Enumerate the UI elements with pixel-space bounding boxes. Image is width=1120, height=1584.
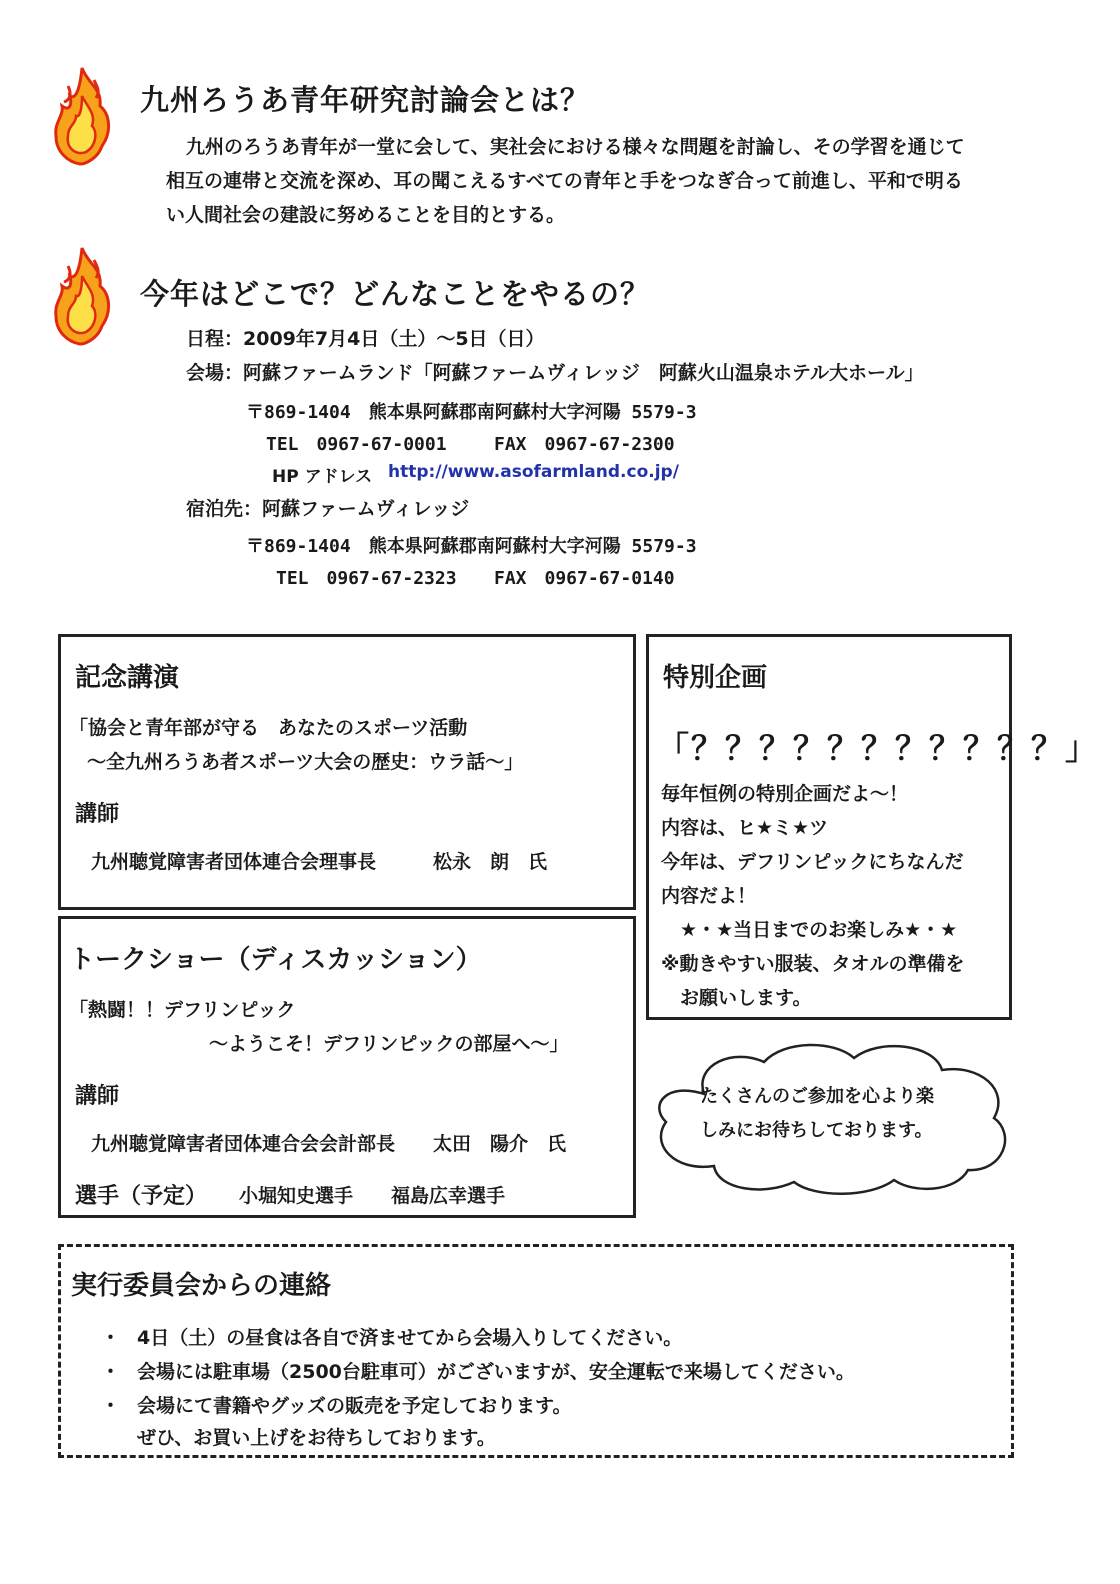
lecture-lecturer-label: 講師 (75, 802, 120, 827)
flame-icon (50, 246, 114, 346)
lecture-title: 記念講演 (75, 663, 180, 693)
lecture-box (58, 634, 636, 910)
venue-tel: TEL 0967-67-0001 (266, 434, 447, 455)
special-title: 特別企画 (663, 663, 768, 693)
lodging: 宿泊先：阿蘇ファームヴィレッジ (186, 498, 470, 520)
notice-item-1: 4日（土）の昼食は各自で済ませてから会場入りしてください。 (137, 1327, 683, 1349)
hp-label: HP アドレス (272, 467, 373, 487)
about-line-2: 相互の連帯と交流を深め、耳の聞こえるすべての青年と手をつなぎ合って前進し、平和で明る (166, 170, 963, 192)
talkshow-players: 小堀知史選手 福島広幸選手 (239, 1185, 506, 1207)
event-schedule: 日程：2009年7月4日（土）～5日（日） (186, 328, 545, 350)
hp-url-link[interactable]: http://www.asofarmland.co.jp/ (388, 462, 679, 482)
talkshow-players-label: 選手（予定） (75, 1184, 208, 1209)
about-line-1: 九州のろうあ青年が一堂に会して、実社会における様々な問題を討論し、その学習を通じて (186, 136, 965, 158)
notice-bullet: ・ (101, 1361, 121, 1383)
cloud-line-1: たくさんのご参加を心より楽 (700, 1086, 934, 1107)
lodging-tel: TEL 0967-67-2323 (276, 568, 457, 589)
cloud-line-2: しみにお待ちしております。 (700, 1120, 933, 1141)
special-line-7: お願いします。 (661, 987, 812, 1009)
notice-bullet: ・ (101, 1327, 121, 1349)
section-heading-about: 九州ろうあ青年研究討論会とは？ (140, 83, 591, 117)
talkshow-lecturer-label: 講師 (75, 1084, 120, 1109)
special-line-1: 毎年恒例の特別企画だよ～！ (661, 783, 909, 805)
special-line-5: ★・★当日までのお楽しみ★・★ (661, 919, 958, 941)
lecture-lecturer: 九州聴覚障害者団体連合会理事長 松永 朗 氏 (91, 851, 548, 873)
venue-address: 〒869-1404 熊本県阿蘇郡南阿蘇村大字河陽 5579-3 (246, 402, 697, 423)
special-line-6: ※動きやすい服装、タオルの準備を (661, 953, 965, 975)
special-line-2: 内容は、ヒ★ミ★ツ (661, 817, 829, 839)
lodging-address: 〒869-1404 熊本県阿蘇郡南阿蘇村大字河陽 5579-3 (246, 536, 697, 557)
notice-item-2: 会場には駐車場（2500台駐車可）がございますが、安全運転で来場してください。 (137, 1361, 855, 1383)
talkshow-topic-line-1: 「熱闘！！デフリンピック (69, 999, 296, 1021)
about-line-3: い人間社会の建設に努めることを目的とする。 (166, 204, 566, 226)
talkshow-topic-line-2: ～ようこそ！デフリンピックの部屋へ～」 (209, 1033, 569, 1055)
notice-item-3-cont: ぜひ、お買い上げをお待ちしております。 (137, 1427, 496, 1449)
about-description (166, 130, 1046, 232)
special-line-3: 今年は、デフリンピックにちなんだ (661, 851, 964, 873)
lecture-topic-line-1: 「協会と青年部が守る あなたのスポーツ活動 (69, 717, 468, 739)
talkshow-box (58, 916, 636, 1218)
lecture-topic-line-2: ～全九州ろうあ者スポーツ大会の歴史：ウラ話～」 (87, 751, 524, 773)
section-heading-event: 今年はどこで？どんなことをやるの？ (140, 277, 651, 311)
lodging-fax: FAX 0967-67-0140 (494, 568, 675, 589)
special-mystery: 「？？？？？？？？？？？」 (657, 729, 1100, 767)
talkshow-lecturer: 九州聴覚障害者団体連合会会計部長 太田 陽介 氏 (91, 1133, 567, 1155)
special-line-4: 内容だよ！ (661, 885, 757, 907)
notice-title: 実行委員会からの連絡 (71, 1271, 332, 1301)
event-venue: 会場：阿蘇ファームランド「阿蘇ファームヴィレッジ 阿蘇火山温泉ホテル大ホール」 (186, 362, 924, 384)
special-box (646, 634, 1100, 1020)
flame-icon (50, 66, 114, 166)
notice-item-3: 会場にて書籍やグッズの販売を予定しております。 (137, 1395, 572, 1417)
notice-box (58, 1244, 1014, 1458)
venue-fax: FAX 0967-67-2300 (494, 434, 675, 455)
notice-bullet: ・ (101, 1395, 121, 1417)
talkshow-title: トークショー（ディスカッション） (69, 945, 482, 975)
